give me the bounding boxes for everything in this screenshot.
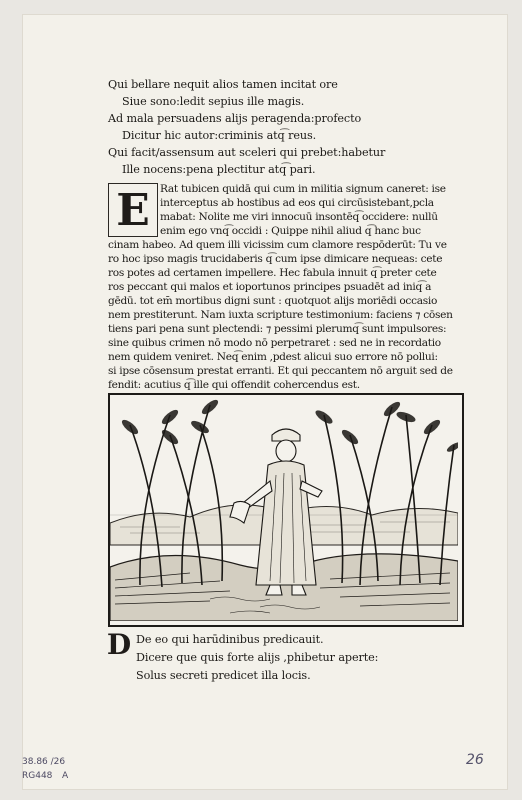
verse-line-3: Ad mala persuadens alijs peragenda:profecto xyxy=(108,112,362,125)
page-number: 26 xyxy=(466,752,484,768)
prose-line-2: interceptus ab hostibus ad eos qui circūsistebant,pcla xyxy=(160,197,434,209)
verse-line-5: Qui facit/assensum aut sceleri qui prebet:habetur xyxy=(108,146,386,159)
accession-letter: A xyxy=(62,771,69,781)
prose-line-4: enim ego vnq͡ occidi : Quippe nihil aliud q͡ hanc buc xyxy=(160,225,421,237)
prose-line-9: gēdū. tot em̄ mortibus digni sunt : quotquot alijs moriēdi occasio xyxy=(108,295,438,307)
prose-line-15: fendit: acutius q͡ ille qui offendit cohercendus est. xyxy=(108,379,360,391)
prose-line-1: Rat tubicen quidā qui cum in militia signum caneret: ise xyxy=(160,183,446,195)
prose-line-7: ros potes ad certamen impellere. Hec fabula innuit q͡ preter cete xyxy=(108,267,437,279)
prose-line-5: cinam habeo. Ad quem illi vicissim cum clamore respōderūt: Tu ve xyxy=(108,239,447,251)
woodcut-scene xyxy=(110,395,458,621)
accession-note-1: 38.86 /26 xyxy=(22,757,66,767)
chapter-heading: De eo qui harūdinibus predicauit. xyxy=(136,633,324,646)
decorated-initial-e: E xyxy=(108,183,158,237)
verse-line-1: Qui bellare nequit alios tamen incitat ore xyxy=(108,78,338,91)
verse-line-4: Dicitur hic autor:criminis atq͡ reus. xyxy=(122,129,317,142)
decorated-initial-d: D xyxy=(106,627,132,661)
verse-line-2: Siue sono:ledit sepius ille magis. xyxy=(122,95,305,108)
prose-line-8: ros peccant qui malos et ioportunos principes psuadēt ad iniq͡ a xyxy=(108,281,432,293)
prose-line-6: ro hoc ipso magis trucidaberis q͡ cum ipse dimicare nequeas: cete xyxy=(108,253,443,265)
prose-line-3: mabat: Nolite me viri innocuū insontēq͡ occidere: nullū xyxy=(160,211,438,223)
bottom-verse-line-1: Dicere que quis forte alijs ,phibetur aperte: xyxy=(136,651,379,664)
bottom-verse-line-2: Solus secreti predicet illa locis. xyxy=(136,669,311,682)
woodcut-illustration xyxy=(108,393,464,627)
prose-line-14: si ipse cōsensum prestat erranti. Et qui peccantem nō arguit sed de xyxy=(108,365,453,377)
prose-line-10: nem prestiterunt. Nam iuxta scripture testimonium: faciens ⁊ cōsen xyxy=(108,309,453,321)
accession-note-2: RG448 xyxy=(22,771,53,781)
prose-line-13: nem quidem veniret. Neq͡ enim ,pdest alicui suo errore nō pollui: xyxy=(108,351,438,363)
prose-line-12: sine quibus crimen nō modo nō perpetraret : sed ne in recordatio xyxy=(108,337,441,349)
verse-line-6: Ille nocens:pena plectitur atq͡ pari. xyxy=(122,163,316,176)
prose-line-11: tiens pari pena sunt plectendi: ⁊ pessimi plerumq͡ sunt impulsores: xyxy=(108,323,447,335)
